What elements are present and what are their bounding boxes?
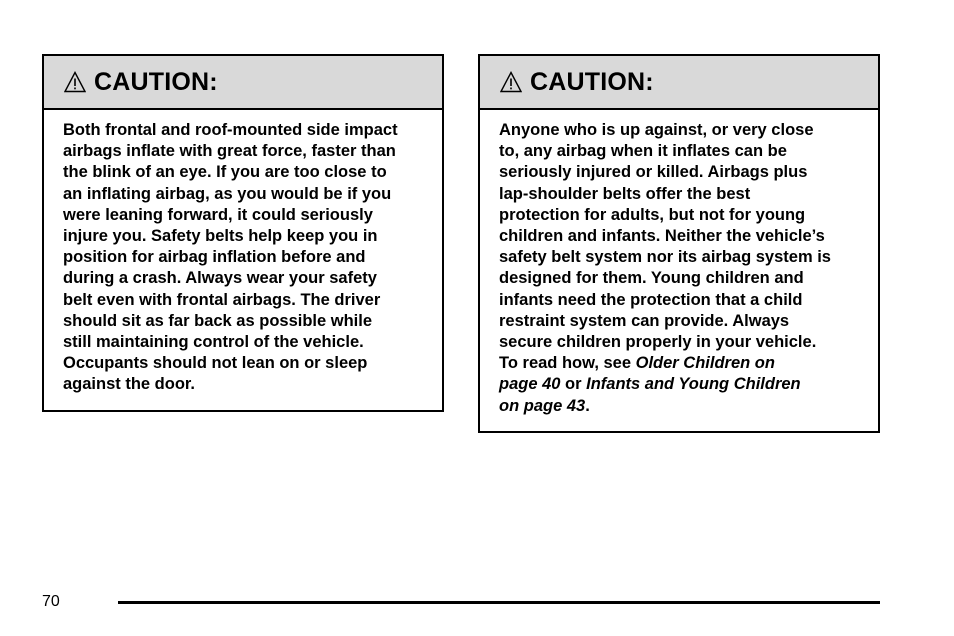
caution-text-line: were leaning forward, it could seriously [63,205,373,224]
ref-older-children-page[interactable]: page 40 [499,375,561,394]
caution-header [480,56,878,110]
page-number: 70 [42,593,60,610]
ref-infants-page[interactable]: on page 43 [499,396,586,415]
ref-infants-link[interactable]: Infants and Young Children [586,375,801,394]
warning-triangle-icon [64,71,86,93]
caution-text-line: Anyone who is up against, or very close [499,121,814,139]
caution-text-line [499,353,862,374]
caution-title: CAUTION: [94,67,218,96]
caution-text [44,110,442,396]
caution-text-line: an inflating airbag, as you would be if you [63,184,392,203]
caution-box-right [478,54,880,433]
caution-text-line: to, any airbag when it inflates can be [499,142,787,161]
caution-text [480,110,878,417]
ref-or: or [560,375,587,394]
caution-text-line: position for airbag inflation before and [63,248,366,267]
caution-text-line: seriously injured or killed. Airbags plus [499,163,808,182]
caution-text-line: still maintaining control of the vehicle. [63,333,364,352]
caution-text-line [499,374,862,395]
caution-text-line [499,396,862,417]
caution-header [44,56,442,110]
ref-older-children-link[interactable]: Older Children on [635,354,775,373]
caution-text-line: designed for them. Young children and [499,269,804,288]
caution-text-line: lap-shoulder belts offer the best [499,184,751,203]
footer-rule [118,601,880,604]
caution-title: CAUTION: [530,67,654,96]
caution-text-line: injure you. Safety belts help keep you in [63,227,378,246]
warning-triangle-icon [500,71,522,93]
caution-text-line: belt even with frontal airbags. The driver [63,290,381,309]
caution-text-line: airbags inflate with great force, faster than [63,142,396,161]
caution-text-line: Occupants should not lean on or sleep [63,354,368,373]
caution-text-line: against the door. [63,375,196,394]
caution-text-line: the blink of an eye. If you are too close to [63,163,387,182]
caution-text-line: restraint system can provide. Always [499,311,790,330]
caution-text-line: infants need the protection that a child [499,290,803,309]
caution-text-line: secure children properly in your vehicle. [499,333,817,352]
caution-text-line: safety belt system nor its airbag system is [499,248,831,267]
ref-end: . [585,396,590,415]
caution-text-line: during a crash. Always wear your safety [63,269,377,288]
caution-box-left [42,54,444,412]
caution-text-line: protection for adults, but not for young [499,205,806,224]
ref-intro: To read how, see [499,354,636,373]
caution-text-line: children and infants. Neither the vehicle’s [499,227,825,246]
caution-text-line: should sit as far back as possible while [63,311,373,330]
caution-text-line: Both frontal and roof-mounted side impact [63,121,398,139]
